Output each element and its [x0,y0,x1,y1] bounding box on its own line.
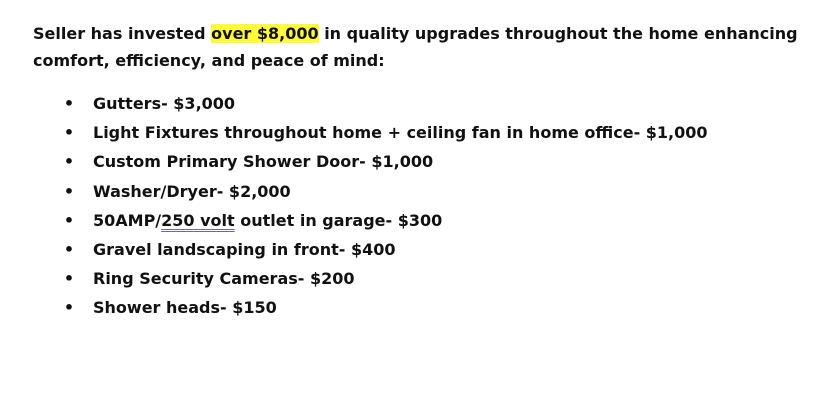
list-item-text: Gutters- $3,000 [93,94,236,113]
bullet-icon: • [63,152,75,172]
outlet-text-start: 50AMP/ [93,210,162,230]
intro-text-start: Seller has invested [33,24,212,43]
bullet-icon: • [63,210,75,230]
bullet-icon: • [63,94,75,113]
spellcheck-underlined-text: 250 volt [161,210,235,230]
intro-paragraph [33,20,818,74]
bullet-icon: • [63,239,75,259]
intro-text-end: in quality upgrades throughout the home enhancing comfort, efficiency, and peace of mind: [33,24,798,70]
bullet-icon: • [63,123,75,143]
highlighted-amount: over $8,000 [211,24,319,43]
list-item-text: Ring Security Cameras- $200 [93,269,355,289]
list-item-text: Shower heads- $150 [93,298,277,318]
list-item-text: Washer/Dryer- $2,000 [93,181,291,201]
bullet-icon: • [63,181,75,201]
list-item-text: Custom Primary Shower Door- $1,000 [93,152,434,172]
list-item-text [93,206,442,235]
bullet-icon: • [63,269,75,289]
list-item-text: Gravel landscaping in front- $400 [93,239,396,259]
list-item-text: Light Fixtures throughout home + ceiling fan in home office- $1,000 [93,123,708,143]
outlet-text-end: outlet in garage- $300 [234,210,443,230]
bullet-icon: • [63,298,75,318]
